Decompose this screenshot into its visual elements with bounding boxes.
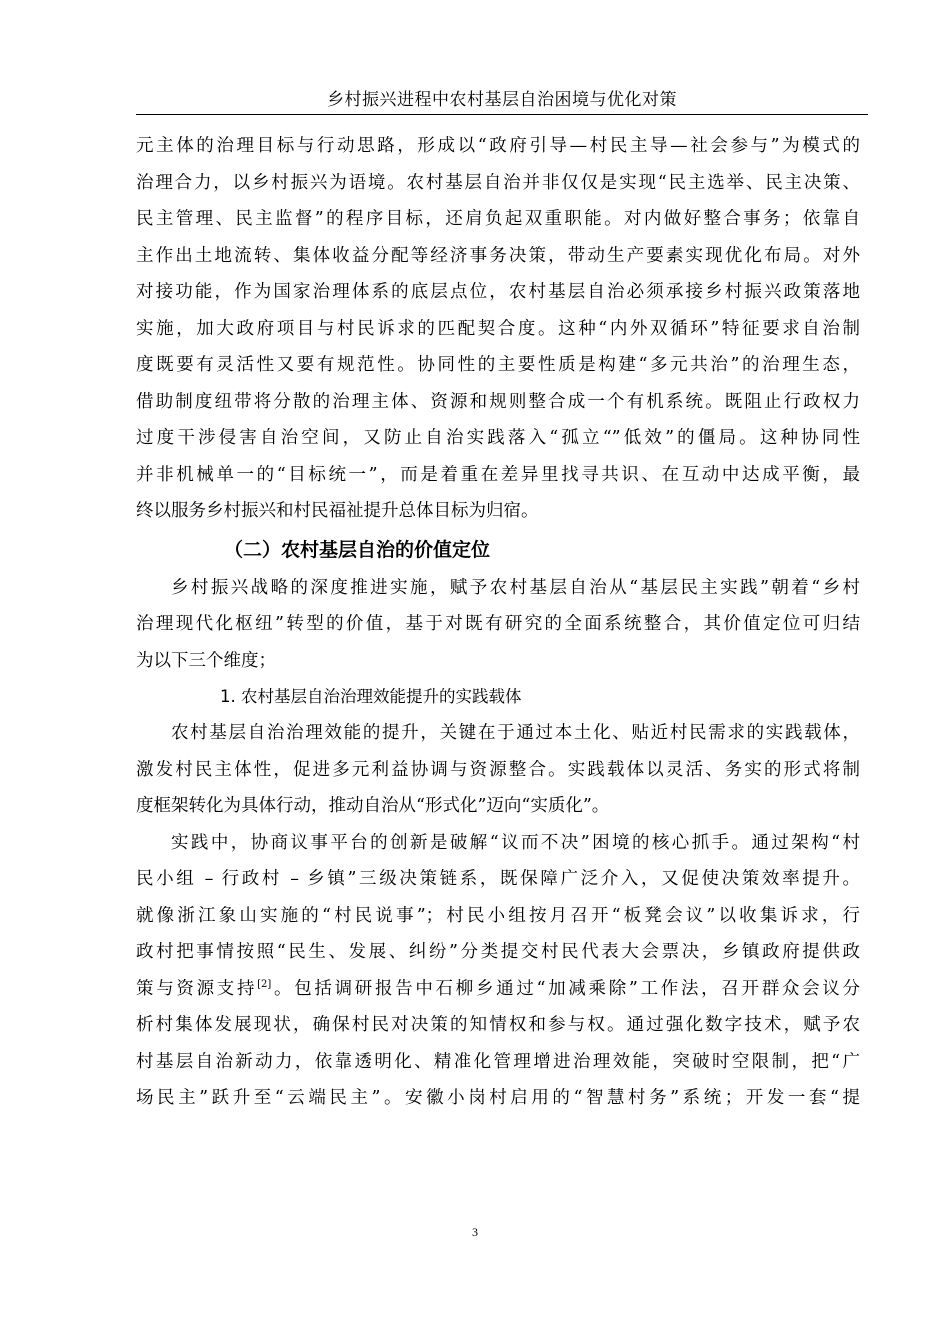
text-line: 治理合力，以乡村振兴为语境。农村基层自治并非仅仅是实现“民主选举、民主决策、 <box>136 172 860 193</box>
paragraph-value-positioning <box>136 570 860 680</box>
text-line: 乡村振兴战略的深度推进实施，赋予农村基层自治从“基层民主实践”朝着“乡村 <box>171 577 860 598</box>
text-line: 元主体的治理目标与行动思路，形成以“政府引导—村民主导—社会参与”为模式的 <box>136 136 860 156</box>
text-line-with-citation <box>136 971 860 1008</box>
paragraph-consultation-platform <box>136 825 860 1117</box>
text-line: 过度干涉侵害自治空间，又防止自治实践落入“孤立“”低效”的僵局。这种协同性 <box>136 428 860 448</box>
text-line: 就像浙江象山实施的“村民说事”；村民小组按月召开“板凳会议”以收集诉求，行 <box>136 905 860 926</box>
text-line: 终以服务乡村振兴和村民福祉提升总体目标为归宿。 <box>136 501 539 521</box>
page-number: 3 <box>472 1225 478 1239</box>
text-line: 并非机械单一的“目标统一”，而是着重在差异里找寻共识、在互动中达成平衡，最 <box>136 464 860 485</box>
citation-marker: [2] <box>257 978 272 990</box>
paragraph-practice-carrier <box>136 715 860 825</box>
text-segment: 。包括调研报告中石柳乡通过“加减乘除”工作法，召开群众会议分 <box>271 978 860 999</box>
text-line: 村基层自治新动力，依靠透明化、精准化管理增进治理效能，突破时空限制，把“广 <box>136 1051 860 1072</box>
text-line: 政村把事情按照“民生、发展、纠纷”分类提交村民代表大会票决，乡镇政府提供政 <box>136 942 860 962</box>
text-line: 为以下三个维度； <box>136 650 276 671</box>
text-line: 借助制度纽带将分散的治理主体、资源和规则整合成一个有机系统。既阻止行政权力 <box>136 391 860 412</box>
text-line: 度既要有灵活性又要有规范性。协同性的主要性质是构建“多元共治”的治理生态， <box>136 355 860 375</box>
text-line: 民主管理、民主监督”的程序目标，还肩负起双重职能。对内做好整合事务；依靠自 <box>136 209 860 229</box>
running-header: 乡村振兴进程中农村基层自治困境与优化对策 <box>327 90 677 110</box>
text-line: 实施，加大政府项目与村民诉求的匹配契合度。这种“内外双循环”特征要求自治制 <box>136 318 860 339</box>
text-line: 激发村民主体性，促进多元利益协调与资源整合。实践载体以灵活、务实的形式将制 <box>136 759 860 780</box>
text-line: 实践中，协商议事平台的创新是破解“议而不决”困境的核心抓手。通过架构“村 <box>171 832 860 853</box>
text-segment: 策与资源支持 <box>136 978 258 999</box>
text-line: 度框架转化为具体行动，推动自治从“形式化”迈向“实质化”。 <box>136 796 610 816</box>
text-line: 主作出土地流转、集体收益分配等经济事务决策，带动生产要素实现优化布局。对外 <box>136 245 860 266</box>
text-line: 民小组 – 行政村 – 乡镇”三级决策链系，既保障广泛介入，又促使决策效率提升。 <box>136 869 860 889</box>
page-body <box>136 128 860 1117</box>
paragraph-governance-synergy <box>136 128 860 530</box>
text-line: 农村基层自治治理效能的提升，关键在于通过本土化、贴近村民需求的实践载体， <box>171 723 860 743</box>
text-line: 场民主”跃升至“云端民主”。安徽小岗村启用的“智慧村务”系统；开发一套“提 <box>136 1088 860 1108</box>
text-line: 析村集体发展现状，确保村民对决策的知情权和参与权。通过强化数字技术，赋予农 <box>136 1015 860 1035</box>
header-divider <box>136 114 868 115</box>
text-line: 对接功能，作为国家治理体系的底层点位，农村基层自治必须承接乡村振兴政策落地 <box>136 282 860 302</box>
subsection-heading: 1. 农村基层自治治理效能提升的实践载体 <box>220 687 522 706</box>
section-heading: （二）农村基层自治的价值定位 <box>224 538 491 561</box>
text-line: 治理现代化枢纽”转型的价值，基于对既有研究的全面系统整合，其价值定位可归结 <box>136 614 860 634</box>
